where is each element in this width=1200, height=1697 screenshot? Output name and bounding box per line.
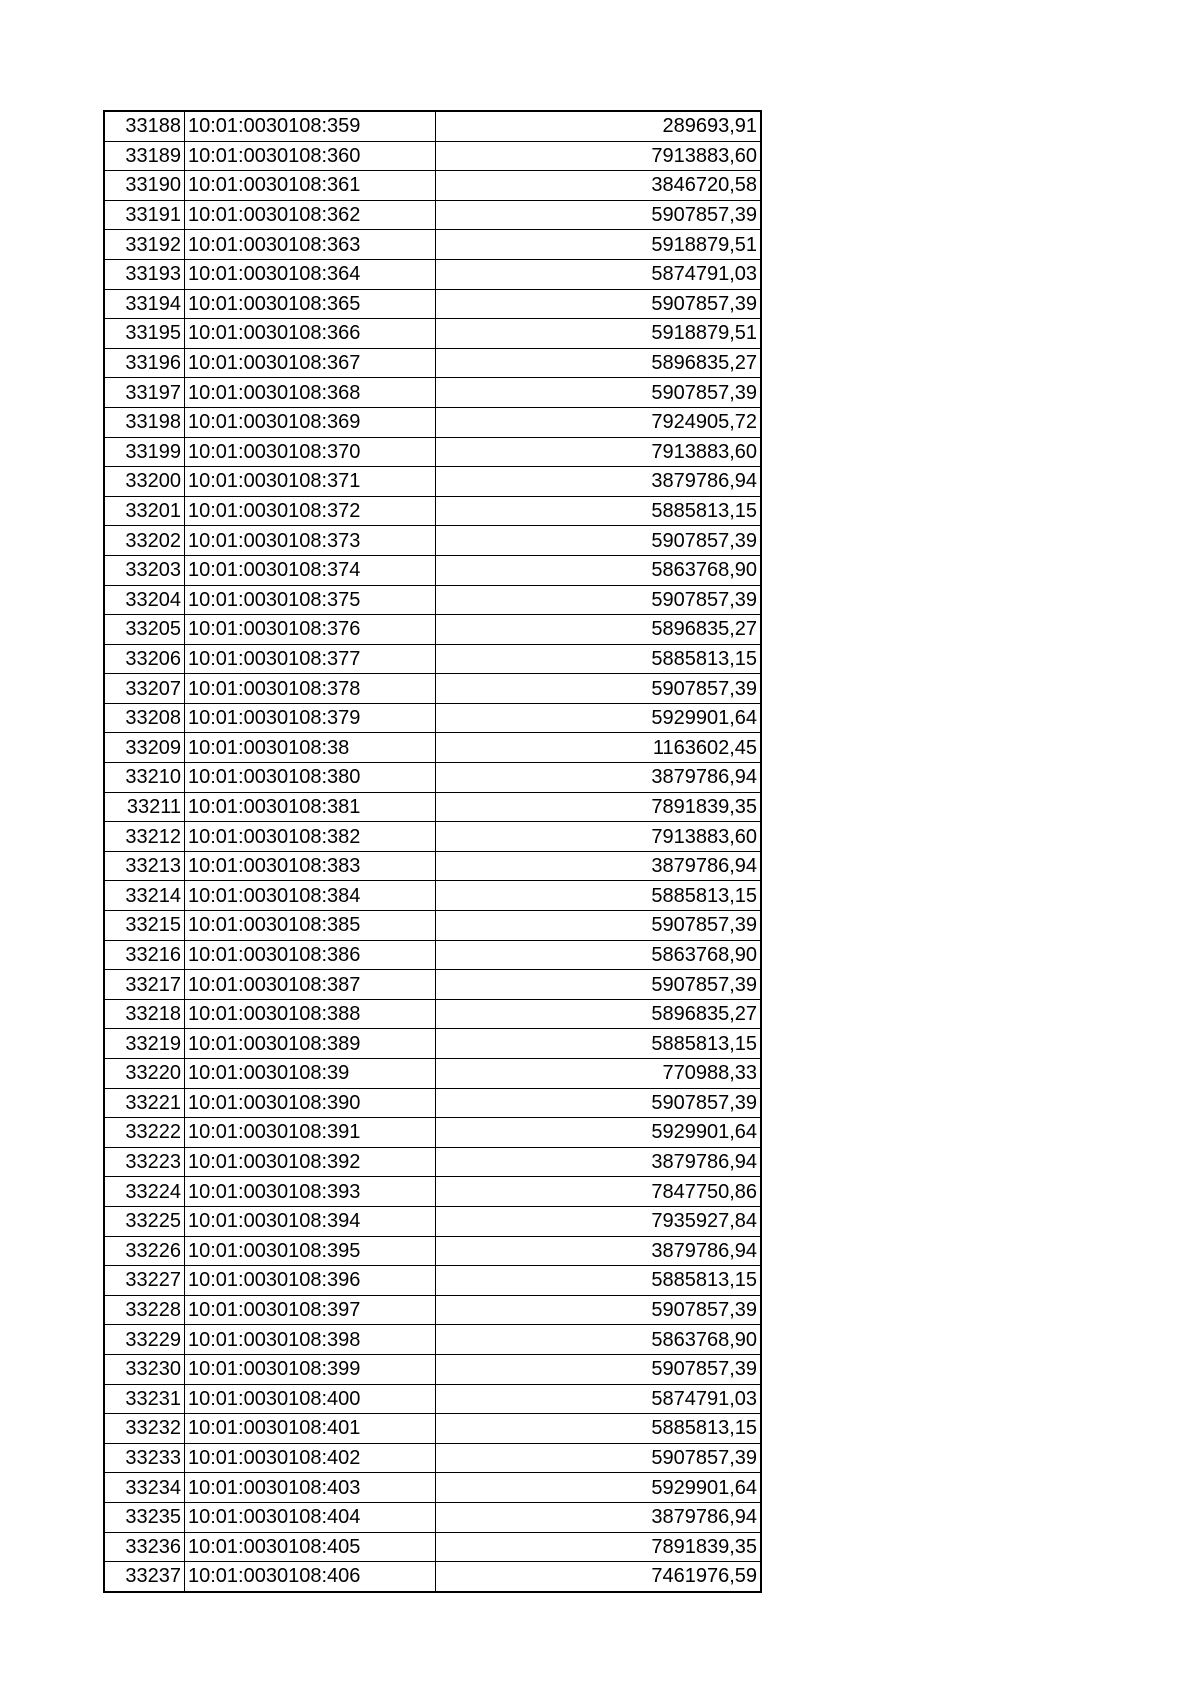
value-cell: 5885813,15 <box>436 644 762 674</box>
cadastral-number-cell: 10:01:0030108:368 <box>185 378 436 408</box>
cadastral-number-cell: 10:01:0030108:401 <box>185 1414 436 1444</box>
cadastral-number-cell: 10:01:0030108:397 <box>185 1295 436 1325</box>
table-row <box>104 1059 761 1089</box>
cadastral-number-cell: 10:01:0030108:394 <box>185 1206 436 1236</box>
row-number-cell: 33221 <box>104 1088 185 1118</box>
row-number-cell: 33211 <box>104 792 185 822</box>
value-cell: 5907857,39 <box>436 911 762 941</box>
table-row <box>104 437 761 467</box>
cadastral-number-cell: 10:01:0030108:406 <box>185 1562 436 1592</box>
cadastral-number-cell: 10:01:0030108:379 <box>185 703 436 733</box>
table-row <box>104 319 761 349</box>
row-number-cell: 33206 <box>104 644 185 674</box>
table-row <box>104 822 761 852</box>
table-row <box>104 792 761 822</box>
table-row <box>104 1443 761 1473</box>
row-number-cell: 33208 <box>104 703 185 733</box>
table-row <box>104 1177 761 1207</box>
table-row <box>104 1354 761 1384</box>
row-number-cell: 33207 <box>104 674 185 704</box>
value-cell: 5907857,39 <box>436 1295 762 1325</box>
table-row <box>104 496 761 526</box>
cadastral-number-cell: 10:01:0030108:366 <box>185 319 436 349</box>
table-row <box>104 1384 761 1414</box>
row-number-cell: 33203 <box>104 555 185 585</box>
value-cell: 7461976,59 <box>436 1562 762 1592</box>
value-cell: 5929901,64 <box>436 703 762 733</box>
cadastral-number-cell: 10:01:0030108:361 <box>185 171 436 201</box>
table-row <box>104 1502 761 1532</box>
cadastral-number-cell: 10:01:0030108:395 <box>185 1236 436 1266</box>
table-row <box>104 733 761 763</box>
value-cell: 7913883,60 <box>436 437 762 467</box>
table-row <box>104 467 761 497</box>
value-cell: 5929901,64 <box>436 1473 762 1503</box>
value-cell: 5907857,39 <box>436 674 762 704</box>
value-cell: 5907857,39 <box>436 200 762 230</box>
row-number-cell: 33213 <box>104 851 185 881</box>
cadastral-number-cell: 10:01:0030108:392 <box>185 1147 436 1177</box>
value-cell: 5896835,27 <box>436 348 762 378</box>
table-row <box>104 1088 761 1118</box>
cadastral-number-cell: 10:01:0030108:402 <box>185 1443 436 1473</box>
cadastral-number-cell: 10:01:0030108:382 <box>185 822 436 852</box>
row-number-cell: 33220 <box>104 1059 185 1089</box>
row-number-cell: 33235 <box>104 1502 185 1532</box>
table-row <box>104 378 761 408</box>
cadastral-number-cell: 10:01:0030108:373 <box>185 526 436 556</box>
cadastral-number-cell: 10:01:0030108:381 <box>185 792 436 822</box>
cadastral-number-cell: 10:01:0030108:404 <box>185 1502 436 1532</box>
cadastral-number-cell: 10:01:0030108:372 <box>185 496 436 526</box>
value-cell: 5907857,39 <box>436 378 762 408</box>
table-row <box>104 526 761 556</box>
table-row <box>104 259 761 289</box>
cadastral-number-cell: 10:01:0030108:377 <box>185 644 436 674</box>
cadastral-number-cell: 10:01:0030108:389 <box>185 1029 436 1059</box>
value-cell: 7913883,60 <box>436 822 762 852</box>
value-cell: 5918879,51 <box>436 230 762 260</box>
row-number-cell: 33201 <box>104 496 185 526</box>
value-cell: 5863768,90 <box>436 940 762 970</box>
row-number-cell: 33200 <box>104 467 185 497</box>
table-body <box>104 111 761 1592</box>
table-row <box>104 171 761 201</box>
value-cell: 7891839,35 <box>436 1532 762 1562</box>
row-number-cell: 33190 <box>104 171 185 201</box>
value-cell: 5907857,39 <box>436 526 762 556</box>
row-number-cell: 33234 <box>104 1473 185 1503</box>
table-row <box>104 1414 761 1444</box>
cadastral-number-cell: 10:01:0030108:369 <box>185 407 436 437</box>
value-cell: 7847750,86 <box>436 1177 762 1207</box>
row-number-cell: 33214 <box>104 881 185 911</box>
table-row <box>104 1562 761 1592</box>
row-number-cell: 33192 <box>104 230 185 260</box>
row-number-cell: 33217 <box>104 970 185 1000</box>
cadastral-number-cell: 10:01:0030108:399 <box>185 1354 436 1384</box>
cadastral-number-cell: 10:01:0030108:38 <box>185 733 436 763</box>
value-cell: 7891839,35 <box>436 792 762 822</box>
row-number-cell: 33218 <box>104 999 185 1029</box>
row-number-cell: 33191 <box>104 200 185 230</box>
cadastral-number-cell: 10:01:0030108:386 <box>185 940 436 970</box>
row-number-cell: 33225 <box>104 1206 185 1236</box>
table-row <box>104 763 761 793</box>
row-number-cell: 33196 <box>104 348 185 378</box>
value-cell: 5907857,39 <box>436 1088 762 1118</box>
cadastral-number-cell: 10:01:0030108:364 <box>185 259 436 289</box>
row-number-cell: 33198 <box>104 407 185 437</box>
table-row <box>104 1295 761 1325</box>
cadastral-number-cell: 10:01:0030108:374 <box>185 555 436 585</box>
table-row <box>104 970 761 1000</box>
value-cell: 3879786,94 <box>436 851 762 881</box>
row-number-cell: 33189 <box>104 141 185 171</box>
value-cell: 5918879,51 <box>436 319 762 349</box>
cadastral-number-cell: 10:01:0030108:390 <box>185 1088 436 1118</box>
cadastral-value-table <box>103 110 762 1593</box>
value-cell: 5929901,64 <box>436 1118 762 1148</box>
value-cell: 5907857,39 <box>436 1354 762 1384</box>
table-row <box>104 111 761 141</box>
cadastral-number-cell: 10:01:0030108:376 <box>185 615 436 645</box>
value-cell: 5896835,27 <box>436 615 762 645</box>
cadastral-number-cell: 10:01:0030108:387 <box>185 970 436 1000</box>
cadastral-number-cell: 10:01:0030108:403 <box>185 1473 436 1503</box>
row-number-cell: 33215 <box>104 911 185 941</box>
row-number-cell: 33188 <box>104 111 185 141</box>
table-row <box>104 615 761 645</box>
value-cell: 5885813,15 <box>436 1414 762 1444</box>
row-number-cell: 33219 <box>104 1029 185 1059</box>
cadastral-number-cell: 10:01:0030108:398 <box>185 1325 436 1355</box>
cadastral-number-cell: 10:01:0030108:388 <box>185 999 436 1029</box>
row-number-cell: 33229 <box>104 1325 185 1355</box>
table-row <box>104 1147 761 1177</box>
table-row <box>104 1266 761 1296</box>
row-number-cell: 33193 <box>104 259 185 289</box>
row-number-cell: 33230 <box>104 1354 185 1384</box>
table-row <box>104 703 761 733</box>
cadastral-number-cell: 10:01:0030108:383 <box>185 851 436 881</box>
cadastral-number-cell: 10:01:0030108:391 <box>185 1118 436 1148</box>
row-number-cell: 33202 <box>104 526 185 556</box>
row-number-cell: 33237 <box>104 1562 185 1592</box>
cadastral-number-cell: 10:01:0030108:371 <box>185 467 436 497</box>
row-number-cell: 33199 <box>104 437 185 467</box>
value-cell: 7935927,84 <box>436 1206 762 1236</box>
row-number-cell: 33194 <box>104 289 185 319</box>
cadastral-number-cell: 10:01:0030108:380 <box>185 763 436 793</box>
value-cell: 1163602,45 <box>436 733 762 763</box>
cadastral-number-cell: 10:01:0030108:360 <box>185 141 436 171</box>
row-number-cell: 33231 <box>104 1384 185 1414</box>
value-cell: 5874791,03 <box>436 259 762 289</box>
value-cell: 5885813,15 <box>436 496 762 526</box>
table-row <box>104 1532 761 1562</box>
cadastral-number-cell: 10:01:0030108:400 <box>185 1384 436 1414</box>
value-cell: 5907857,39 <box>436 585 762 615</box>
cadastral-number-cell: 10:01:0030108:370 <box>185 437 436 467</box>
value-cell: 5885813,15 <box>436 1266 762 1296</box>
value-cell: 3879786,94 <box>436 1147 762 1177</box>
value-cell: 3879786,94 <box>436 763 762 793</box>
value-cell: 3879786,94 <box>436 1502 762 1532</box>
table-row <box>104 881 761 911</box>
row-number-cell: 33232 <box>104 1414 185 1444</box>
value-cell: 7913883,60 <box>436 141 762 171</box>
table-row <box>104 141 761 171</box>
table-row <box>104 940 761 970</box>
table-row <box>104 1325 761 1355</box>
row-number-cell: 33236 <box>104 1532 185 1562</box>
table-row <box>104 230 761 260</box>
cadastral-number-cell: 10:01:0030108:384 <box>185 881 436 911</box>
table-row <box>104 644 761 674</box>
cadastral-number-cell: 10:01:0030108:375 <box>185 585 436 615</box>
value-cell: 7924905,72 <box>436 407 762 437</box>
row-number-cell: 33226 <box>104 1236 185 1266</box>
row-number-cell: 33210 <box>104 763 185 793</box>
value-cell: 5907857,39 <box>436 1443 762 1473</box>
value-cell: 3846720,58 <box>436 171 762 201</box>
row-number-cell: 33195 <box>104 319 185 349</box>
cadastral-number-cell: 10:01:0030108:367 <box>185 348 436 378</box>
table-row <box>104 999 761 1029</box>
table-row <box>104 911 761 941</box>
value-cell: 5907857,39 <box>436 970 762 1000</box>
row-number-cell: 33205 <box>104 615 185 645</box>
value-cell: 5874791,03 <box>436 1384 762 1414</box>
row-number-cell: 33212 <box>104 822 185 852</box>
table-row <box>104 851 761 881</box>
row-number-cell: 33197 <box>104 378 185 408</box>
row-number-cell: 33222 <box>104 1118 185 1148</box>
cadastral-number-cell: 10:01:0030108:385 <box>185 911 436 941</box>
row-number-cell: 33224 <box>104 1177 185 1207</box>
cadastral-number-cell: 10:01:0030108:365 <box>185 289 436 319</box>
value-cell: 289693,91 <box>436 111 762 141</box>
value-cell: 5885813,15 <box>436 881 762 911</box>
table-row <box>104 1473 761 1503</box>
table-row <box>104 585 761 615</box>
cadastral-number-cell: 10:01:0030108:405 <box>185 1532 436 1562</box>
table-row <box>104 1206 761 1236</box>
table-row <box>104 200 761 230</box>
value-cell: 3879786,94 <box>436 1236 762 1266</box>
table-row <box>104 348 761 378</box>
table-row <box>104 407 761 437</box>
cadastral-number-cell: 10:01:0030108:362 <box>185 200 436 230</box>
value-cell: 5885813,15 <box>436 1029 762 1059</box>
value-cell: 770988,33 <box>436 1059 762 1089</box>
cadastral-number-cell: 10:01:0030108:393 <box>185 1177 436 1207</box>
cadastral-number-cell: 10:01:0030108:378 <box>185 674 436 704</box>
value-cell: 5907857,39 <box>436 289 762 319</box>
row-number-cell: 33227 <box>104 1266 185 1296</box>
table-row <box>104 289 761 319</box>
row-number-cell: 33223 <box>104 1147 185 1177</box>
table-row <box>104 1118 761 1148</box>
cadastral-number-cell: 10:01:0030108:39 <box>185 1059 436 1089</box>
value-cell: 5863768,90 <box>436 555 762 585</box>
row-number-cell: 33228 <box>104 1295 185 1325</box>
value-cell: 5863768,90 <box>436 1325 762 1355</box>
row-number-cell: 33233 <box>104 1443 185 1473</box>
table-row <box>104 674 761 704</box>
table-row <box>104 1236 761 1266</box>
row-number-cell: 33204 <box>104 585 185 615</box>
cadastral-number-cell: 10:01:0030108:359 <box>185 111 436 141</box>
value-cell: 5896835,27 <box>436 999 762 1029</box>
cadastral-number-cell: 10:01:0030108:396 <box>185 1266 436 1296</box>
cadastral-number-cell: 10:01:0030108:363 <box>185 230 436 260</box>
table-row <box>104 555 761 585</box>
table-row <box>104 1029 761 1059</box>
row-number-cell: 33216 <box>104 940 185 970</box>
row-number-cell: 33209 <box>104 733 185 763</box>
value-cell: 3879786,94 <box>436 467 762 497</box>
